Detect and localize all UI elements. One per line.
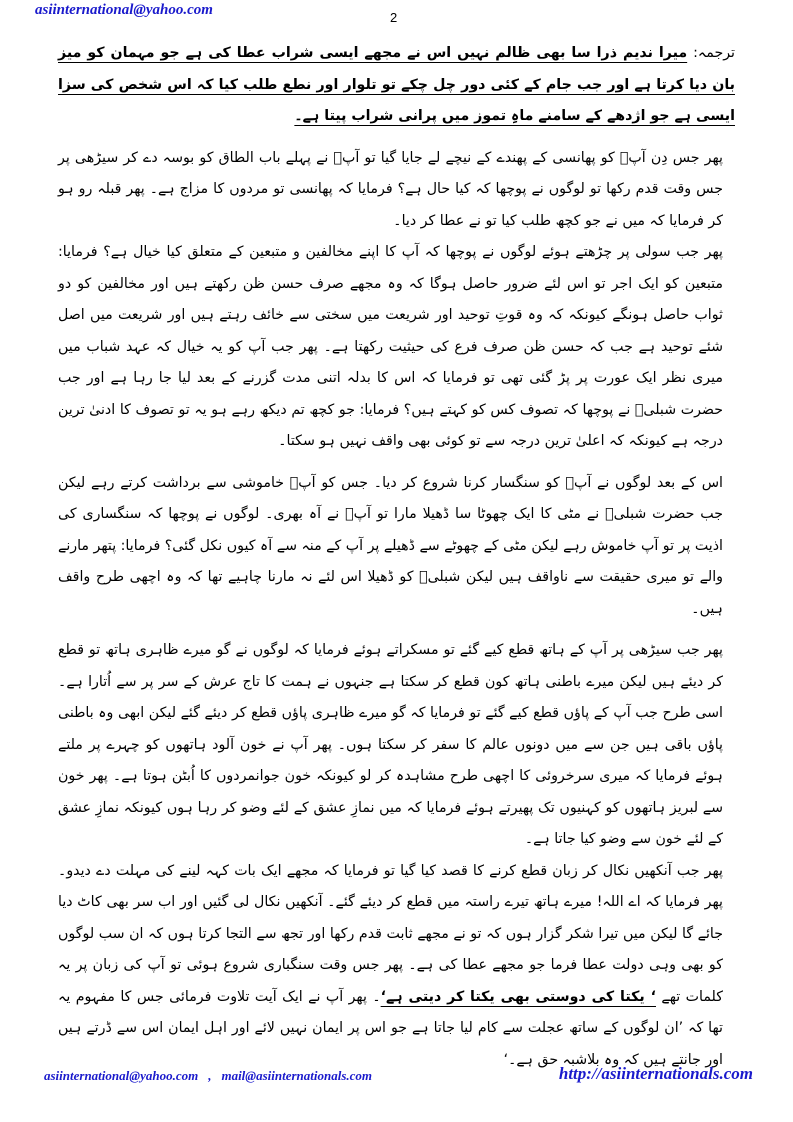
paragraph-5-before: پھر جب آنکھیں نکال کر زبان قطع کرنے کا قصد کیا گیا تو فرمایا کہ مجھے ایک بات کہہ لینے کی مہلت دے دیدو۔ پھر فرمایا کہ اے اللہ! میرے ہاتھ تیرے راستہ میں قطع کر دیئے گئے۔ آنکھیں نکال لی گئیں اور اب سر بھی کاٹ دیا جائے گا لیکن میں تیرا شکر گزار ہوں کہ تو نے مجھے ثابت قدم رکھا اور تجھ سے التجا کرتا ہوں کہ ان سب لوگوں کو بھی وہی دولت عطا فرما جو مجھے عطا کی ہے۔ پھر جس وقت سنگباری شروع ہوئی تو آپ کی زبان پر یہ کلمات تھے [58, 862, 723, 1005]
paragraph-3: اس کے بعد لوگوں نے آپؒ کو سنگسار کرنا شروع کر دیا۔ جس کو آپؒ خاموشی سے برداشت کرتے رہے لیکن جب حضرت شبلیؒ نے مٹی کا ایک چھوٹا سا ڈھیلا مارا تو آپؒ نے آہ بھری۔ لوگوں نے پوچھا کہ سنگساری کی اذیت پر تو آپ خاموش رہے لیکن مٹی کے چھوٹے سے ڈھیلے پر آپ کے منہ سے آہ کیوں نکل گئی؟ فرمایا: پتھر مارنے والے تو میری حقیقت سے ناواقف ہیں لیکن شبلیؒ کو ڈھیلا اس لئے نہ مارنا چاہیے تھا کہ وہ اچھی طرح واقف ہیں۔ [58, 474, 723, 617]
paragraph-1: پھر جس دِن آپؒ کو پھانسی کے پھندے کے نیچے لے جایا گیا تو آپؒ نے پہلے باب الطاق کو بوسہ دے کر سیڑھی پر جس وقت قدم رکھا تو لوگوں نے پوچھا کہ کیا حال ہے؟ فرمایا کہ پھانسی تو مردوں کا مزاج ہے۔ پھر قبلہ رو ہو کر فرمایا کہ میں نے جو کچھ طلب کیا تو نے عطا کر دیا۔ [58, 149, 723, 229]
translation-paragraph [58, 38, 735, 133]
footer-email-mail[interactable]: mail@asiinternationals.com [221, 1068, 373, 1083]
footer-emails [44, 1068, 372, 1084]
translation-text: میرا ندیم ذرا سا بھی ظالم نہیں اس نے مجھے ایسی شراب عطا کی ہے جو مہمان کو میز بان دیا کرتا ہے اور جب جام کے کئی دور چل چکے تو تلوار اور نطع طلب کیا کہ اس شخص کی سزا ایسی ہے جو اژدھے کے سامنے ماہِ تموز میں پرانی شراب پیتا ہے۔ [58, 45, 735, 124]
document-body [58, 38, 735, 1076]
paragraph-2: پھر جب سولی پر چڑھتے ہوئے لوگوں نے پوچھا کہ آپ کا اپنے مخالفین و متبعین کے متعلق کیا خیال ہے؟ فرمایا: متبعین کو ایک اجر تو اس لئے ضرور حاصل ہوگا کہ وہ مجھے صرف حسن ظن رکھتے ہیں اور مخالفین کو دو ثواب حاصل ہونگے کیونکہ کہ وہ قوتِ توحید اور شریعت میں سختی سے خائف رہتے ہیں اور شریعت میں اصل شئے توحید ہے جب کہ حسن ظن صرف فرع کی حیثیت رکھتا ہے۔ پھر جب آپ کو یہ خیال کہ عہد شباب میں میری نظر ایک عورت پر پڑ گئی تھی تو فرمایا کہ اس کا بدلہ اتنی مدت گزرنے کے بعد لیا جا رہا ہے اور جب حضرت شبلیؒ نے پوچھا کہ تصوف کس کو کہتے ہیں؟ فرمایا: جو کچھ تم دیکھ رہے ہو یہ تو تصوف کا ادنیٰ ترین درجہ ہے کیونکہ کہ اعلیٰ ترین درجہ سے تو کوئی بھی واقف نہیں ہو سکتا۔ [58, 244, 723, 449]
paragraph-4: پھر جب سیڑھی پر آپ کے ہاتھ قطع کیے گئے تو مسکراتے ہوئے فرمایا کہ لوگوں نے گو میرے ظاہری ہاتھ تو قطع کر دیئے ہیں لیکن میرے باطنی ہاتھ کون قطع کر سکتا ہے جنہوں نے ہمت کا تاج عرش کے سر پر سے اُتارا ہے۔ اسی طرح جب آپ کے پاؤں قطع کیے گئے تو فرمایا کہ گو میرے ظاہری پاؤں قطع کر دیئے گئے لیکن ابھی وہ باطنی پاؤں باقی ہیں جن سے میں دونوں عالم کا سفر کر سکتا ہوں۔ پھر آپ نے خون آلود ہاتھوں کو چہرے پر ملتے ہوئے فرمایا کہ میری سرخروئی کا اچھی طرح مشاہدہ کر لو کیونکہ خون جوانمردوں کا اُبٹن ہوتا ہے۔ پھر خون سے لبریز ہاتھوں کو کہنیوں تک پھیرتے ہوئے فرمایا کہ میں نمازِ عشق کے لئے وضو کر رہا ہوں کیونکہ نمازِ عشق کے لئے خون سے وضو کیا جاتا ہے۔ [58, 642, 723, 847]
paragraph-5 [58, 856, 735, 1077]
footer-separator: , [208, 1068, 212, 1083]
footer-website-link[interactable]: http://asiinternationals.com [558, 1064, 753, 1083]
footer [0, 1064, 793, 1088]
paragraph-5-after: ۔ پھر آپ نے ایک آیت تلاوت فرمائی جس کا مفہوم یہ تھا کہ ’ان لوگوں کے ساتھ عجلت سے کام لیا جاتا ہے جو اس پر ایمان نہیں لائے اور اہل ایمان اس سے ڈرتے ہیں اور جانتے ہیں کہ وہ بلاشبہ حق ہے۔‘ [58, 988, 723, 1068]
page-number: 2 [390, 10, 398, 25]
footer-email-yahoo[interactable]: asiinternational@yahoo.com [44, 1068, 199, 1083]
quoted-saying: ‘ یکتا کی دوستی بھی یکتا کر دیتی ہے‘ [380, 988, 656, 1005]
header-email[interactable]: asiinternational@yahoo.com [35, 2, 213, 18]
translation-label: ترجمہ: [693, 45, 735, 61]
